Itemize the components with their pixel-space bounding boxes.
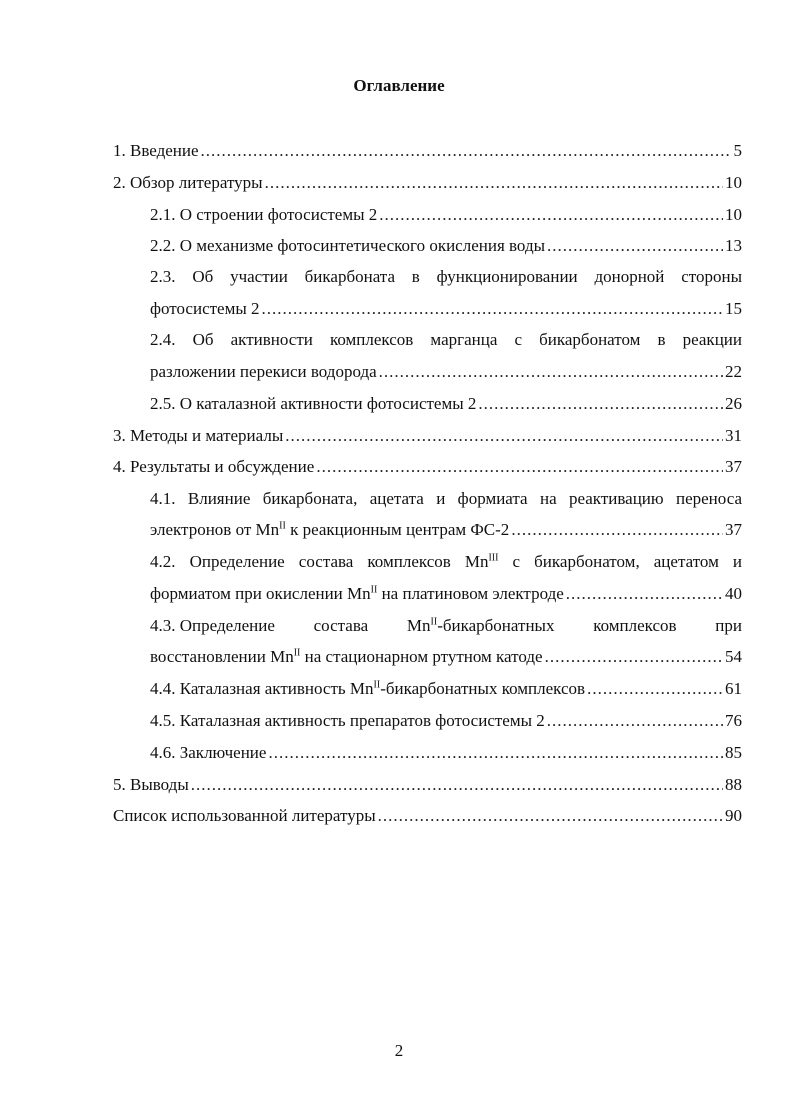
- label-part: 4.2. Определение состава комплексов Mn: [150, 552, 489, 571]
- toc-entry-2-4[interactable]: [150, 360, 742, 384]
- toc-entry-page: 15: [725, 299, 742, 318]
- leader-dots: [378, 804, 723, 828]
- label-part: [407, 614, 555, 638]
- label-part: 4.3. Определение: [150, 616, 275, 635]
- leader-dots: [262, 297, 723, 321]
- toc-entry-4-4[interactable]: [150, 677, 742, 701]
- toc-entry-page: 61: [725, 679, 742, 698]
- leader-dots: [268, 741, 723, 765]
- toc-entry-page: 76: [725, 711, 742, 730]
- superscript: II: [370, 584, 378, 596]
- toc-entry-2-4-line1[interactable]: 2.4. Об активности комплексов марганца с бикарбонатом в реакции: [150, 330, 742, 349]
- superscript: II: [293, 647, 301, 659]
- toc-entry-page: 54: [725, 647, 742, 666]
- toc-entry-4-2-line1[interactable]: [150, 550, 742, 574]
- label-part: при: [715, 616, 742, 635]
- toc-entry-label: 1. Введение: [113, 141, 199, 160]
- toc-entry-label: [150, 582, 564, 606]
- page-number: 2: [394, 1041, 404, 1060]
- toc-entry-2-3-line1[interactable]: 2.3. Об участии бикарбоната в функционировании донорной стороны: [150, 267, 742, 286]
- toc-entry-label: фотосистемы 2: [150, 299, 260, 318]
- toc-entry-4-1[interactable]: [150, 518, 742, 542]
- leader-dots: [547, 709, 723, 733]
- toc-entry-conclusions[interactable]: [113, 773, 742, 797]
- toc-entry-2-1[interactable]: [150, 203, 742, 227]
- toc-entry-label: 3. Методы и материалы: [113, 426, 284, 445]
- toc-entry-2-2[interactable]: [150, 234, 742, 258]
- toc-entry-results[interactable]: [113, 455, 742, 479]
- leader-dots: [379, 360, 723, 384]
- leader-dots: [191, 773, 723, 797]
- leader-dots: [478, 392, 723, 416]
- toc-entry-review[interactable]: [113, 171, 742, 195]
- toc-entry-4-2[interactable]: [150, 582, 742, 606]
- toc-entry-page: 37: [725, 520, 742, 539]
- label-part: комплексов: [593, 616, 677, 635]
- toc-entry-label: 4.6. Заключение: [150, 743, 267, 762]
- toc-entry-label: [150, 677, 585, 701]
- toc-entry-4-5[interactable]: [150, 709, 742, 733]
- label-part: формиатом при окислении Mn: [150, 584, 371, 603]
- toc-entry-2-3[interactable]: [150, 297, 742, 321]
- toc-entry-4-3-line1[interactable]: [150, 614, 742, 638]
- toc-entry-label: 2.1. О строении фотосистемы 2: [150, 205, 378, 224]
- label-part: 4.4. Каталазная активность Mn: [150, 679, 374, 698]
- toc-entry-label: 4. Результаты и обсуждение: [113, 457, 315, 476]
- toc-entry-intro[interactable]: [113, 139, 742, 163]
- label-part: на стационарном ртутном катоде: [300, 647, 543, 666]
- toc-entry-page: 37: [725, 457, 742, 476]
- leader-dots: [545, 645, 723, 669]
- toc-entry-4-3[interactable]: [150, 645, 742, 669]
- toc-entry-label: разложении перекиси водорода: [150, 362, 377, 381]
- superscript: III: [488, 552, 499, 564]
- superscript: II: [430, 616, 438, 628]
- toc-entry-label: [150, 518, 509, 542]
- toc-entry-page: 88: [725, 775, 742, 794]
- label-part: с бикарбонатом, ацетатом и: [498, 552, 742, 571]
- label-part: к реакционным центрам ФС-2: [285, 520, 510, 539]
- toc-entry-label: 2.2. О механизме фотосинтетического окисления воды: [150, 236, 546, 255]
- leader-dots: [511, 518, 723, 542]
- toc-entry-4-6[interactable]: [150, 741, 742, 765]
- toc-entry-page: 5: [733, 141, 742, 160]
- leader-dots: [201, 139, 732, 163]
- toc-entry-label: 2. Обзор литературы: [113, 173, 263, 192]
- toc-entry-label: [150, 645, 543, 669]
- toc-entry-page: 10: [725, 205, 742, 224]
- superscript: II: [279, 520, 286, 532]
- page-title: Оглавление: [353, 76, 445, 95]
- toc-entry-page: 85: [725, 743, 742, 762]
- label-part: электронов от Mn: [150, 520, 280, 539]
- superscript: II: [373, 679, 381, 691]
- toc-entry-label: Список использованной литературы: [113, 806, 376, 825]
- leader-dots: [379, 203, 723, 227]
- label-part: -бикарбонатных: [437, 616, 555, 635]
- toc-entry-methods[interactable]: [113, 424, 742, 448]
- leader-dots: [547, 234, 723, 258]
- label-part: на платиновом электроде: [377, 584, 564, 603]
- label-part: Mn: [406, 616, 431, 635]
- toc-entry-label: 4.5. Каталазная активность препаратов фотосистемы 2: [150, 711, 545, 730]
- toc-entry-page: 22: [725, 362, 742, 381]
- toc-entry-page: 26: [725, 394, 742, 413]
- leader-dots: [285, 424, 723, 448]
- leader-dots: [566, 582, 723, 606]
- leader-dots: [587, 677, 723, 701]
- toc-entry-page: 40: [725, 584, 742, 603]
- label-part: состава: [313, 616, 369, 635]
- toc-entry-2-5[interactable]: [150, 392, 742, 416]
- leader-dots: [265, 171, 723, 195]
- toc-entry-label: 5. Выводы: [113, 775, 189, 794]
- toc-entry-label: 2.5. О каталазной активности фотосистемы 2: [150, 394, 477, 413]
- toc-entry-page: 10: [725, 173, 742, 192]
- leader-dots: [316, 455, 723, 479]
- label-part: восстановлении Mn: [150, 647, 294, 666]
- label-part: -бикарбонатных комплексов: [380, 679, 586, 698]
- toc-entry-page: 13: [725, 236, 742, 255]
- toc-entry-page: 90: [725, 806, 742, 825]
- toc-entry-4-1-line1[interactable]: 4.1. Влияние бикарбоната, ацетата и формиата на реактивацию переноса: [150, 489, 742, 508]
- toc-entry-page: 31: [725, 426, 742, 445]
- toc-entry-references[interactable]: [113, 804, 742, 828]
